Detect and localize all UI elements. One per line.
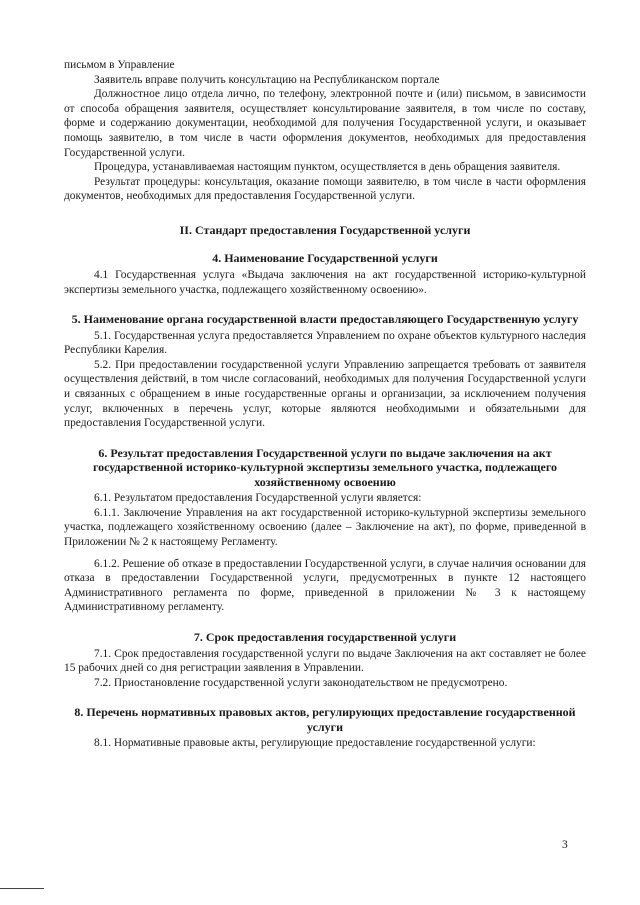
paragraph: письмом в Управление [64, 59, 175, 71]
paragraph: Должностное лицо отдела лично, по телефону, электронной почте и (или) письмом, в зависимости от способа обращения заявителя, осуществляет консультирование заявителя, в том числе по составу, форме и содержанию документации, необходимой для получения Государственной услуги, и оказывает помощь заявителю, в том числе в части оформления документов, необходимых для предоставления Государственной услуги. [64, 88, 586, 159]
paragraph: 7.1. Срок предоставления государственной услуги по выдаче Заключения на акт составляет не более 15 рабочих дней со дня регистрации заявления в Управлении. [64, 647, 586, 675]
section-heading: 8. Перечень нормативных правовых актов, регулирующих предоставление государственной услуги [74, 705, 576, 734]
document-body [64, 58, 586, 751]
paragraph: 5.2. При предоставлении государственной услуги Управлению запрещается требовать от заявителя осуществления действий, в том числе согласований, необходимых для получения Государственной услуги и связанных с обращением в иные государственные органы и организации, за исключением получения услуг, включенных в перечень услуг, которые являются необходимыми и обязательными для предоставления Государственной услуги. [64, 358, 586, 430]
footnote-divider [0, 888, 44, 889]
paragraph: Результат процедуры: консультация, оказание помощи заявителю, в том числе в части оформления документов, необходимых для предоставления Государственной услуги. [64, 175, 586, 203]
page-number: 3 [562, 839, 568, 851]
paragraph: 4.1 Государственная услуга «Выдача заключения на акт государственной историко-культурной экспертизы земельного участка, подлежащего хозяйственному освоению». [64, 268, 586, 296]
paragraph: 7.2. Приостановление государственной услуги законодательством не предусмотрено. [94, 676, 508, 689]
paragraph: Заявитель вправе получить консультацию на Республиканском портале [94, 73, 440, 86]
section-heading: 7. Срок предоставления государственной услуги [193, 630, 457, 645]
paragraph: 5.1. Государственная услуга предоставляется Управлением по охране объектов культурного наследия Республики Карелия. [64, 329, 586, 357]
section-heading: 4. Наименование Государственной услуги [212, 251, 438, 266]
section-heading: 6. Результат предоставления Государственной услуги по выдаче заключения на акт государственной историко-культурной экспертизы земельного участка, подлежащего хозяйственному освоению [92, 445, 558, 489]
paragraph: 6.1.2. Решение об отказе в предоставлении Государственной услуги, в случае наличия основании для отказа в предоставлении Государственной услуги, предусмотренных в пункте 12 настоящего Административного регламента по форме, приведенной в приложении № 3 к настоящему Административному регламенту. [64, 557, 586, 614]
paragraph: 6.1. Результатом предоставления Государственной услуги является: [94, 492, 422, 505]
paragraph: Процедура, устанавливаемая настоящим пунктом, осуществляется в день обращения заявителя. [94, 161, 561, 174]
paragraph: 6.1.1. Заключение Управления на акт государственной историко-культурной экспертизы земельного участка, подлежащего хозяйственному освоению (далее – Заключение на акт), по форме, приведенной в Приложении № 2 к настоящему Регламенту. [64, 506, 586, 549]
paragraph: 8.1. Нормативные правовые акты, регулирующие предоставление государственной услуги: [94, 737, 536, 750]
section-heading: 5. Наименование органа государственной власти предоставляющего Государственную услугу [71, 312, 579, 327]
section-heading: II. Стандарт предоставления Государственной услуги [179, 222, 471, 237]
